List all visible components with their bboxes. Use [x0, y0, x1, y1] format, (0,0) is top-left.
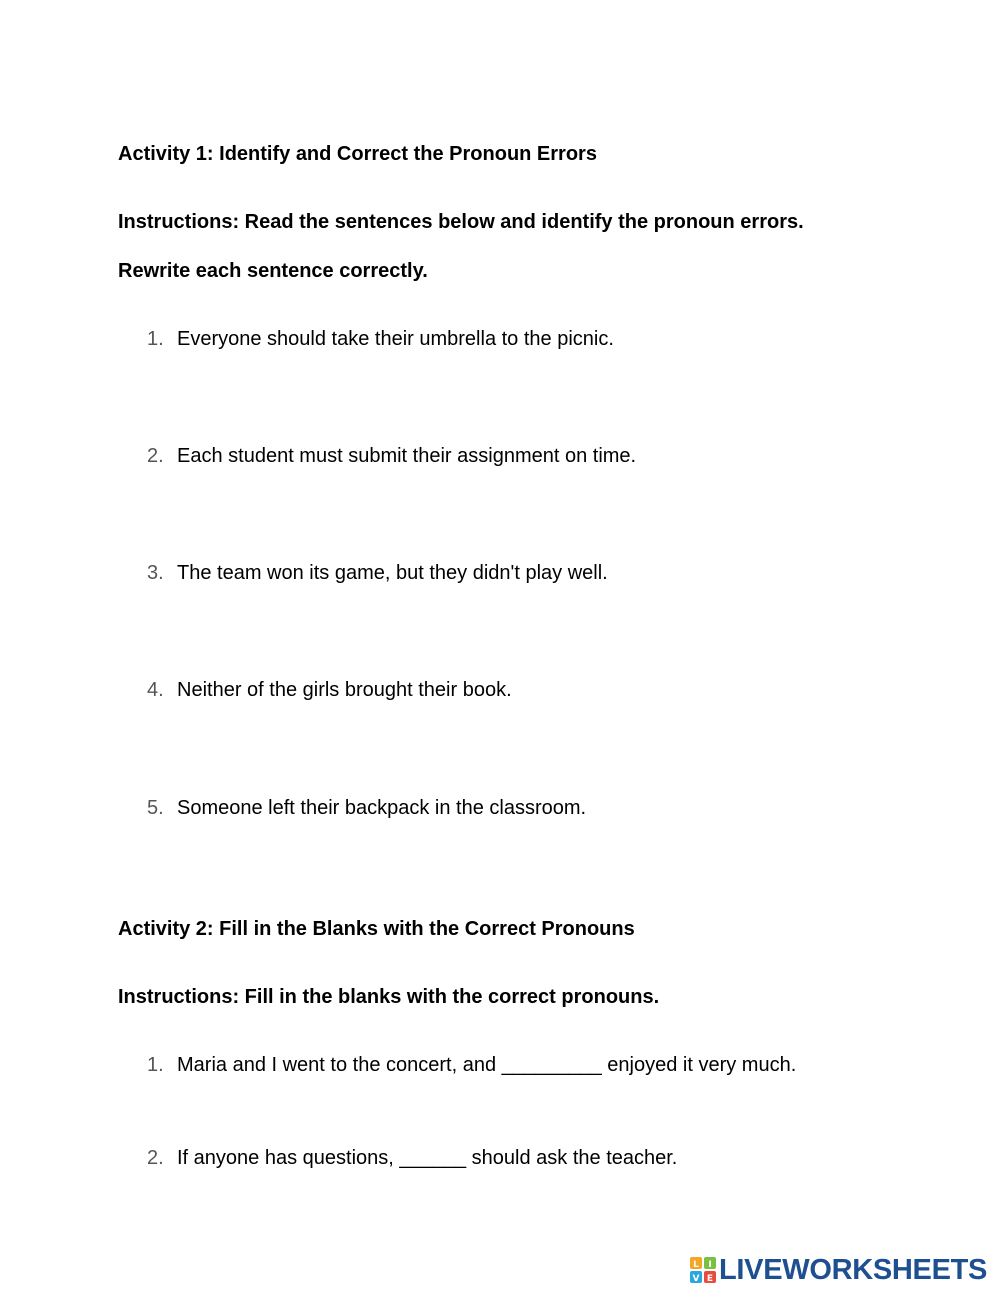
svg-text:I: I	[708, 1260, 712, 1270]
activity-1-instructions-continued: Rewrite each sentence correctly.	[118, 260, 428, 282]
list-item-number: 4.	[147, 679, 164, 701]
list-item-text: Each student must submit their assignment on time.	[177, 445, 637, 467]
svg-text:L: L	[693, 1260, 699, 1270]
list-item-number: 3.	[147, 562, 164, 584]
activity-1-title: Activity 1: Identify and Correct the Pronoun Errors	[118, 143, 597, 165]
list-item-number: 1.	[147, 328, 164, 350]
liveworksheets-blocks-icon	[690, 1257, 716, 1283]
list-item-text: Maria and I went to the concert, and _________ enjoyed it very much.	[177, 1054, 797, 1076]
activity-2-instructions: Instructions: Fill in the blanks with the correct pronouns.	[118, 986, 660, 1008]
list-item-number: 2.	[147, 445, 164, 467]
list-item-number: 2.	[147, 1147, 164, 1169]
activity-1-instructions: Instructions: Read the sentences below and identify the pronoun errors.	[118, 211, 804, 233]
list-item-text: If anyone has questions, ______ should ask the teacher.	[177, 1147, 678, 1169]
liveworksheets-logo	[690, 1255, 987, 1285]
list-item-text: Everyone should take their umbrella to the picnic.	[177, 328, 614, 350]
svg-text:E: E	[706, 1274, 714, 1283]
activity-2-title: Activity 2: Fill in the Blanks with the Correct Pronouns	[118, 918, 635, 940]
liveworksheets-wordmark: LIVEWORKSHEETS	[719, 1254, 988, 1286]
list-item-text: Someone left their backpack in the classroom.	[177, 797, 587, 819]
list-item-number: 5.	[147, 797, 164, 819]
list-item-number: 1.	[147, 1054, 164, 1076]
svg-text:V: V	[692, 1274, 700, 1283]
list-item-text: Neither of the girls brought their book.	[177, 679, 512, 701]
list-item-text: The team won its game, but they didn't play well.	[177, 562, 608, 584]
